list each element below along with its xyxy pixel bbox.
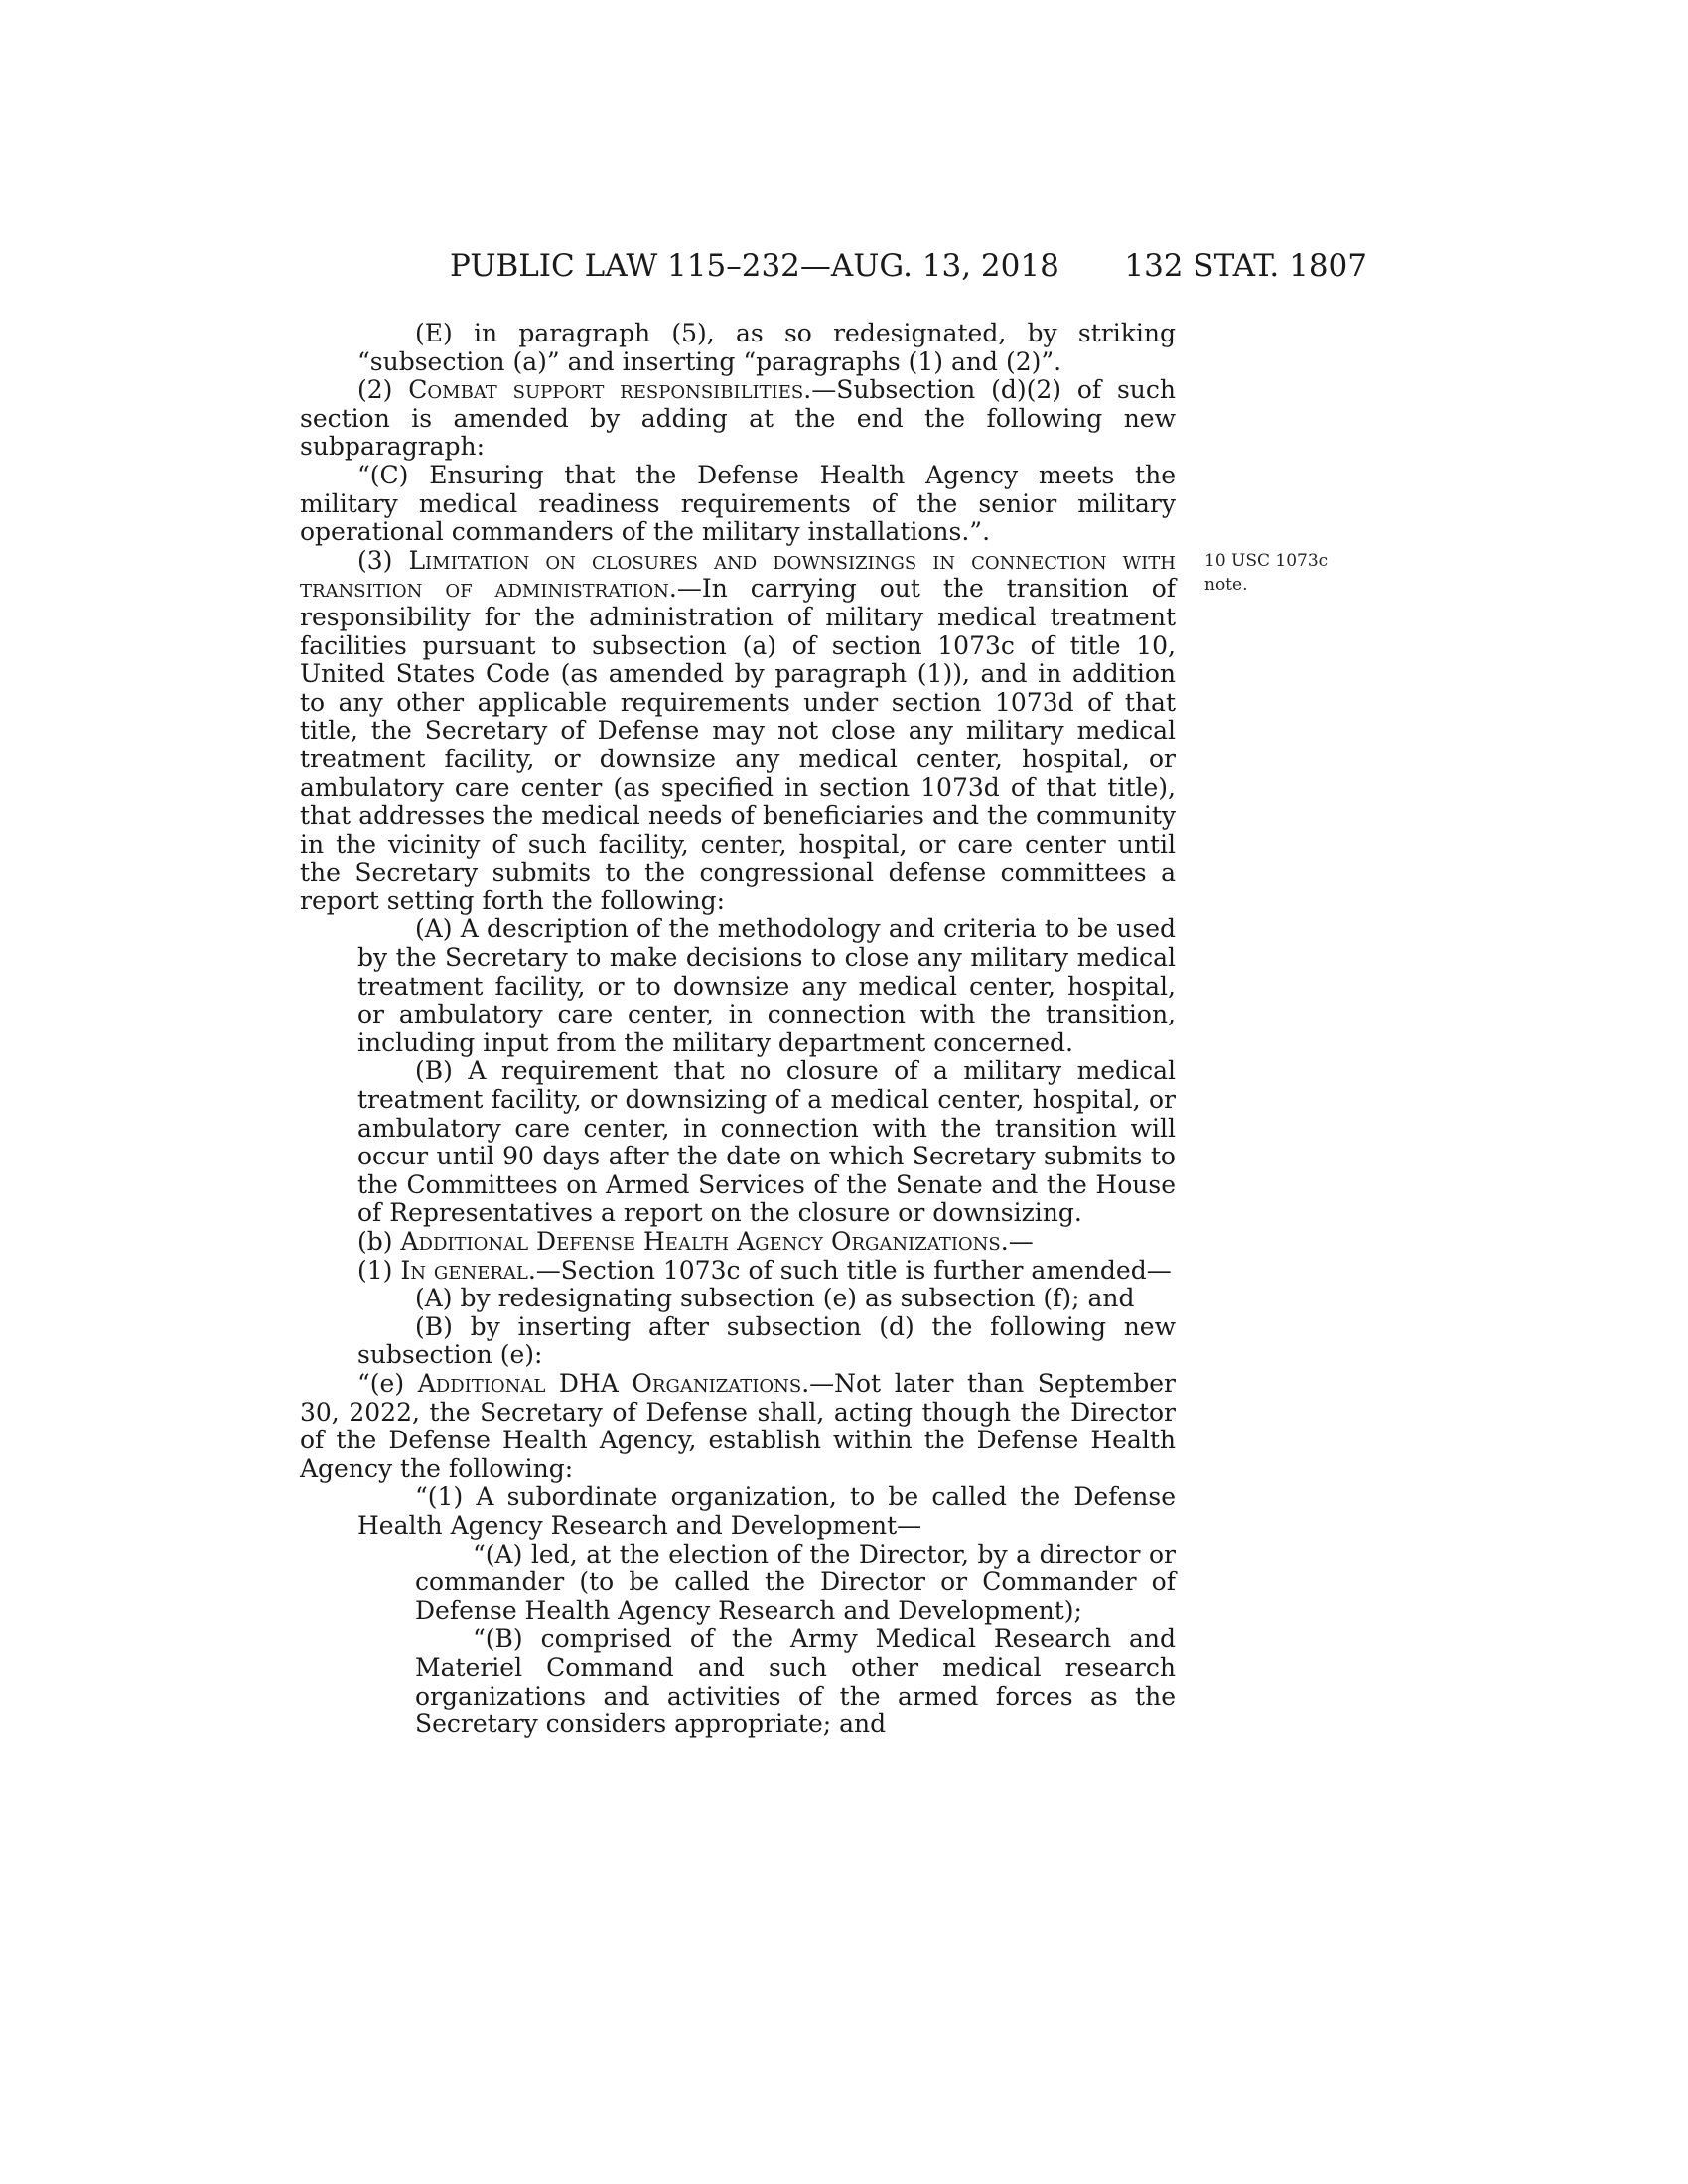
page-header bbox=[450, 244, 1367, 288]
quoted-subparagraph-a: “(A) led, at the election of the Director, by a director or commander (to be called the Director or Commander of Defense Health Agency Research and Development); bbox=[415, 1539, 1176, 1625]
subsection-heading: Additional Defense Health Agency Organizations bbox=[400, 1227, 1001, 1256]
paragraph-number: (3) bbox=[357, 545, 409, 575]
subsection-text: .— bbox=[1000, 1227, 1034, 1256]
subsection-text: .—Not later than September 30, 2022, the Secretary of Defense shall, acting though the Director of the Defense Health Agency, establish within the Defense Health Agency the following: bbox=[300, 1368, 1176, 1483]
paragraph-3-limitation bbox=[300, 547, 1176, 916]
subsection-number: (b) bbox=[357, 1227, 401, 1256]
paragraph-number: (2) bbox=[357, 375, 409, 405]
paragraph-number: (1) bbox=[357, 1255, 401, 1285]
paragraph-heading: Limitation on closures and downsizings in connection with transition of administration bbox=[300, 545, 1176, 604]
paragraph-text: .—Section 1073c of such title is further amended— bbox=[527, 1255, 1172, 1285]
statute-page-number: 132 STAT. 1807 bbox=[1124, 248, 1367, 284]
subparagraph-b-requirement: (B) A requirement that no closure of a military medical treatment facility, or downsizing of a medical center, hospital, or ambulatory care center, in connection with the transition will occur until 90 days after the date on which Secretary submits to the Committees on Armed Services of the Senate and the House of Representatives a report on the closure or downsizing. bbox=[357, 1056, 1176, 1228]
margin-note bbox=[1204, 549, 1343, 597]
subparagraph-a-description: (A) A description of the methodology and criteria to be used by the Secretary to make decisions to close any military medical treatment facility, or to downsize any medical center, hospital, or ambulatory care center, in connection with the transition, including input from the military department concerned. bbox=[357, 914, 1176, 1057]
paragraph-e: (E) in paragraph (5), as so redesignated, by striking “subsection (a)” and inserting “paragraphs (1) and (2)”. bbox=[357, 319, 1176, 376]
paragraph-heading: In general bbox=[400, 1255, 528, 1285]
subparagraph-b-inserting: (B) by inserting after subsection (d) the following new subsection (e): bbox=[357, 1311, 1176, 1370]
paragraph-2-combat-support bbox=[300, 376, 1176, 462]
paragraph-text: .—In carrying out the transition of responsibility for the administration of military medical treatment facilities pursuant to subsection (a) of section 1073c of title 10, United States Code (as amended by paragraph (1)), and in addition to any other applicable requirements under section 1073d of that title, the Secretary of Defense may not close any military medical treatment facility, or downsize any medical center, hospital, or ambulatory care center (as specified in section 1073d of that title), that addresses the medical needs of beneficiaries and the community in the vicinity of such facility, center, hospital, or care center until the Secretary submits to the congressional defense committees a report setting forth the following: bbox=[300, 574, 1177, 915]
quoted-subparagraph-b: “(B) comprised of the Army Medical Research and Materiel Command and such other medical research organizations and activities of the armed forces as the Secretary considers appropriate; and bbox=[415, 1624, 1176, 1739]
paragraph-heading: Combat support responsibilities bbox=[408, 375, 804, 405]
subparagraph-a-redesignating: (A) by redesignating subsection (e) as subsection (f); and bbox=[415, 1284, 1135, 1313]
margin-note-citation: 10 USC 1073c bbox=[1204, 551, 1329, 571]
quoted-subsection-e bbox=[300, 1370, 1176, 1483]
paragraph-text: .—Subsection (d)(2) of such section is amended by adding at the end the following new subparagraph: bbox=[300, 375, 1176, 462]
paragraph-1-in-general bbox=[300, 1257, 1176, 1286]
quoted-subparagraph-c: “(C) Ensuring that the Defense Health Agency meets the military medical readiness requirements of the senior military operational commanders of the military installations.”. bbox=[300, 460, 1176, 547]
subsection-heading: Additional DHA Organizations bbox=[417, 1368, 802, 1398]
margin-note-suffix: note. bbox=[1204, 575, 1248, 595]
subsection-number: “(e) bbox=[357, 1368, 418, 1398]
subsection-b-heading bbox=[300, 1228, 1176, 1257]
statute-body bbox=[300, 320, 1176, 1739]
quoted-paragraph-1: “(1) A subordinate organization, to be called the Defense Health Agency Research and Development— bbox=[357, 1482, 1176, 1540]
public-law-citation: PUBLIC LAW 115–232—AUG. 13, 2018 bbox=[450, 248, 1059, 284]
